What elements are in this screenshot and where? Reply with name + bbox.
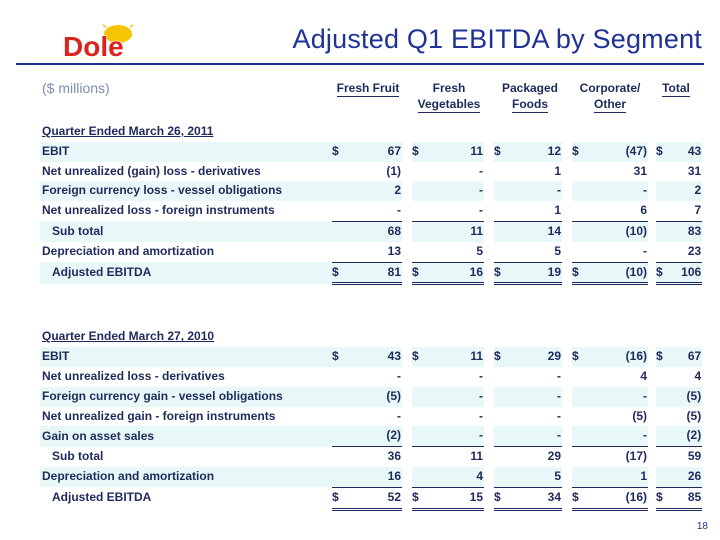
- currency-symbol: [572, 426, 584, 446]
- column-gap: [402, 221, 412, 241]
- currency-symbol: $: [332, 487, 344, 509]
- currency-symbol: [494, 387, 506, 407]
- value-cell: (2): [668, 426, 702, 446]
- column-gap: [648, 467, 656, 487]
- value-cell: 29: [506, 447, 562, 467]
- column-gap: [484, 201, 494, 221]
- table-row: [40, 347, 702, 367]
- value-cell: 15: [424, 487, 484, 509]
- currency-symbol: [572, 447, 584, 467]
- currency-symbol: [332, 447, 344, 467]
- currency-symbol: [332, 181, 344, 201]
- column-gap: [648, 347, 656, 367]
- value-cell: (47): [584, 142, 648, 162]
- column-header-packaged-foods: Packaged Foods: [501, 81, 559, 111]
- currency-symbol: [332, 242, 344, 262]
- value-cell: 5: [554, 243, 561, 258]
- row-label: EBIT: [40, 142, 332, 162]
- value-cell: -: [584, 387, 648, 407]
- table-row: [40, 367, 702, 387]
- currency-symbol: [332, 162, 344, 182]
- value-cell: 26: [668, 467, 702, 487]
- currency-symbol: [572, 407, 584, 427]
- table-row: [40, 447, 702, 467]
- value-cell: 1: [554, 163, 561, 178]
- currency-symbol: $: [656, 347, 668, 367]
- value-cell: 11: [424, 221, 484, 241]
- column-gap: [562, 181, 572, 201]
- value-cell: 52: [344, 487, 402, 509]
- currency-symbol: [332, 387, 344, 407]
- value-cell: 67: [668, 347, 702, 367]
- row-label: Net unrealized loss - derivatives: [42, 368, 225, 383]
- currency-symbol: $: [412, 262, 424, 284]
- table-row: [40, 242, 702, 262]
- currency-symbol: [412, 162, 424, 182]
- column-gap: [484, 447, 494, 467]
- section-heading-row: [40, 327, 702, 347]
- value-cell: 5: [476, 243, 483, 258]
- value-cell: (5): [686, 408, 702, 423]
- row-label: Net unrealized loss - foreign instruments: [42, 203, 275, 218]
- column-gap: [402, 262, 412, 284]
- currency-symbol: [656, 181, 668, 201]
- currency-symbol: $: [572, 347, 584, 367]
- column-gap: [484, 347, 494, 367]
- value-cell: -: [506, 181, 562, 201]
- column-gap: [402, 467, 412, 487]
- value-cell: (5): [344, 387, 402, 407]
- value-cell: -: [584, 426, 648, 446]
- value-cell: -: [424, 387, 484, 407]
- column-gap: [484, 142, 494, 162]
- value-cell: -: [506, 426, 562, 446]
- table-row: [40, 142, 702, 162]
- currency-symbol: [572, 387, 584, 407]
- column-gap: [562, 447, 572, 467]
- column-gap: [484, 162, 494, 182]
- currency-symbol: $: [412, 142, 424, 162]
- table-row: [40, 181, 702, 201]
- column-gap: [402, 487, 412, 509]
- column-gap: [402, 407, 412, 427]
- value-cell: (10): [584, 221, 648, 241]
- value-cell: 5: [506, 467, 562, 487]
- currency-symbol: [572, 201, 584, 221]
- column-gap: [648, 367, 656, 387]
- currency-symbol: $: [656, 142, 668, 162]
- table-row: [40, 407, 702, 427]
- value-cell: (17): [584, 447, 648, 467]
- section-spacer: [40, 284, 702, 328]
- column-gap: [484, 181, 494, 201]
- value-cell: 31: [687, 163, 702, 178]
- row-label: Depreciation and amortization: [40, 467, 332, 487]
- table-row: [40, 162, 702, 182]
- value-cell: -: [397, 408, 401, 423]
- value-cell: (10): [584, 262, 648, 284]
- currency-symbol: [656, 426, 668, 446]
- value-cell: -: [479, 408, 483, 423]
- column-gap: [648, 262, 656, 284]
- currency-symbol: [494, 181, 506, 201]
- currency-symbol: $: [332, 347, 344, 367]
- row-label: Foreign currency gain - vessel obligations: [40, 387, 332, 407]
- currency-symbol: [656, 242, 668, 262]
- currency-symbol: [412, 221, 424, 241]
- value-cell: 59: [668, 447, 702, 467]
- value-cell: 68: [344, 221, 402, 241]
- currency-symbol: [412, 242, 424, 262]
- column-gap: [484, 242, 494, 262]
- column-gap: [648, 487, 656, 509]
- currency-symbol: $: [412, 487, 424, 509]
- column-gap: [402, 242, 412, 262]
- title-divider: [16, 63, 704, 65]
- currency-symbol: [656, 221, 668, 241]
- value-cell: 4: [640, 368, 647, 383]
- currency-symbol: [572, 367, 584, 387]
- value-cell: 23: [687, 243, 702, 258]
- column-header-corporate-other: Corporate/ Other: [579, 81, 641, 111]
- value-cell: -: [557, 368, 561, 383]
- column-gap: [402, 347, 412, 367]
- page-title: Adjusted Q1 EBITDA by Segment: [292, 24, 702, 54]
- column-gap: [402, 447, 412, 467]
- value-cell: (16): [584, 347, 648, 367]
- currency-symbol: [656, 367, 668, 387]
- currency-symbol: $: [494, 487, 506, 509]
- value-cell: 2: [668, 181, 702, 201]
- value-cell: 11: [424, 347, 484, 367]
- logo-text: Dole: [63, 31, 124, 62]
- row-label: Adjusted EBITDA: [52, 490, 152, 505]
- section-heading: Quarter Ended March 26, 2011: [42, 124, 214, 138]
- column-gap: [648, 181, 656, 201]
- currency-symbol: [494, 367, 506, 387]
- ebitda-table: [40, 122, 702, 511]
- value-cell: 34: [506, 487, 562, 509]
- currency-symbol: [494, 407, 506, 427]
- table-row: [40, 262, 702, 284]
- column-gap: [484, 221, 494, 241]
- currency-symbol: [332, 201, 344, 221]
- currency-symbol: [412, 201, 424, 221]
- value-cell: -: [424, 426, 484, 446]
- value-cell: 4: [424, 467, 484, 487]
- currency-symbol: $: [332, 142, 344, 162]
- currency-symbol: [412, 426, 424, 446]
- value-cell: 19: [506, 262, 562, 284]
- section-heading-row: [40, 122, 702, 142]
- section-heading: Quarter Ended March 27, 2010: [42, 329, 215, 344]
- row-label: Net unrealized (gain) loss - derivatives: [42, 163, 261, 178]
- value-cell: -: [479, 203, 483, 218]
- currency-symbol: [494, 447, 506, 467]
- currency-symbol: [412, 367, 424, 387]
- currency-symbol: [656, 467, 668, 487]
- column-gap: [562, 487, 572, 509]
- currency-symbol: [332, 426, 344, 446]
- currency-symbol: [412, 447, 424, 467]
- row-label: Sub total: [40, 221, 332, 241]
- currency-symbol: [572, 242, 584, 262]
- value-cell: 16: [424, 262, 484, 284]
- currency-symbol: [572, 467, 584, 487]
- column-gap: [648, 221, 656, 241]
- row-label: Foreign currency loss - vessel obligations: [40, 181, 332, 201]
- column-gap: [648, 242, 656, 262]
- value-cell: 43: [344, 347, 402, 367]
- column-gap: [648, 142, 656, 162]
- value-cell: 85: [668, 487, 702, 509]
- dole-logo: [60, 24, 134, 64]
- value-cell: 12: [506, 142, 562, 162]
- row-label: Sub total: [52, 448, 104, 463]
- currency-symbol: [494, 467, 506, 487]
- column-gap: [402, 367, 412, 387]
- column-gap: [562, 387, 572, 407]
- column-gap: [402, 201, 412, 221]
- column-gap: [402, 181, 412, 201]
- currency-symbol: [656, 387, 668, 407]
- column-gap: [562, 407, 572, 427]
- column-gap: [484, 467, 494, 487]
- row-label: EBIT: [40, 347, 332, 367]
- currency-symbol: [332, 221, 344, 241]
- currency-symbol: $: [572, 142, 584, 162]
- currency-symbol: [332, 467, 344, 487]
- currency-symbol: $: [656, 262, 668, 284]
- value-cell: (1): [386, 163, 401, 178]
- value-cell: 36: [344, 447, 402, 467]
- currency-symbol: [412, 387, 424, 407]
- currency-symbol: [494, 221, 506, 241]
- value-cell: 6: [640, 203, 647, 218]
- currency-symbol: [494, 201, 506, 221]
- value-cell: 43: [668, 142, 702, 162]
- table-row: [40, 387, 702, 407]
- value-cell: 7: [694, 203, 702, 218]
- value-cell: 4: [694, 368, 702, 383]
- value-cell: 83: [668, 221, 702, 241]
- column-gap: [562, 262, 572, 284]
- value-cell: 11: [424, 447, 484, 467]
- column-gap: [562, 162, 572, 182]
- value-cell: -: [479, 368, 483, 383]
- column-gap: [648, 162, 656, 182]
- value-cell: -: [479, 163, 483, 178]
- currency-symbol: $: [572, 262, 584, 284]
- column-gap: [648, 426, 656, 446]
- currency-symbol: [656, 447, 668, 467]
- column-header-total: Total: [662, 81, 690, 95]
- column-gap: [562, 426, 572, 446]
- value-cell: 31: [633, 163, 647, 178]
- column-gap: [402, 162, 412, 182]
- page-number: 18: [696, 521, 708, 532]
- currency-symbol: [412, 467, 424, 487]
- row-label: Gain on asset sales: [40, 426, 332, 446]
- value-cell: -: [557, 408, 561, 423]
- currency-symbol: $: [572, 487, 584, 509]
- value-cell: 16: [344, 467, 402, 487]
- column-gap: [402, 142, 412, 162]
- currency-symbol: $: [494, 347, 506, 367]
- currency-symbol: [656, 407, 668, 427]
- column-gap: [402, 387, 412, 407]
- currency-symbol: [572, 162, 584, 182]
- currency-symbol: [332, 367, 344, 387]
- column-gap: [484, 387, 494, 407]
- value-cell: -: [584, 181, 648, 201]
- value-cell: 14: [506, 221, 562, 241]
- table-row: [40, 467, 702, 487]
- value-cell: (16): [584, 487, 648, 509]
- currency-symbol: [494, 242, 506, 262]
- column-gap: [484, 407, 494, 427]
- value-cell: -: [397, 368, 401, 383]
- column-gap: [484, 487, 494, 509]
- column-gap: [562, 347, 572, 367]
- currency-symbol: $: [332, 262, 344, 284]
- currency-symbol: [572, 181, 584, 201]
- table-row: [40, 426, 702, 446]
- column-gap: [562, 142, 572, 162]
- currency-symbol: [332, 407, 344, 427]
- column-gap: [648, 447, 656, 467]
- column-gap: [562, 367, 572, 387]
- value-cell: (2): [344, 426, 402, 446]
- table-row: [40, 221, 702, 241]
- row-label: Net unrealized gain - foreign instruments: [42, 408, 276, 423]
- column-gap: [562, 221, 572, 241]
- column-gap: [562, 242, 572, 262]
- column-header-fresh-vegetables: Fresh Vegetables: [417, 81, 481, 111]
- column-gap: [648, 407, 656, 427]
- row-label: Depreciation and amortization: [42, 244, 215, 259]
- column-gap: [484, 426, 494, 446]
- column-gap: [484, 262, 494, 284]
- value-cell: 11: [424, 142, 484, 162]
- column-gap: [484, 367, 494, 387]
- currency-symbol: [494, 426, 506, 446]
- currency-symbol: [494, 162, 506, 182]
- value-cell: (5): [668, 387, 702, 407]
- row-label: Adjusted EBITDA: [40, 262, 332, 284]
- value-cell: -: [506, 387, 562, 407]
- column-header-fresh-fruit: Fresh Fruit: [336, 81, 400, 95]
- value-cell: (5): [632, 408, 647, 423]
- currency-symbol: $: [412, 347, 424, 367]
- value-cell: 13: [387, 243, 401, 258]
- currency-symbol: [412, 181, 424, 201]
- units-label: ($ millions): [42, 80, 110, 96]
- value-cell: -: [424, 181, 484, 201]
- currency-symbol: [412, 407, 424, 427]
- value-cell: -: [397, 203, 401, 218]
- currency-symbol: $: [494, 142, 506, 162]
- value-cell: 81: [344, 262, 402, 284]
- value-cell: 67: [344, 142, 402, 162]
- currency-symbol: $: [656, 487, 668, 509]
- currency-symbol: [572, 221, 584, 241]
- value-cell: 106: [668, 262, 702, 284]
- column-gap: [562, 467, 572, 487]
- column-gap: [402, 426, 412, 446]
- value-cell: 2: [344, 181, 402, 201]
- table-row: [40, 201, 702, 221]
- currency-symbol: $: [494, 262, 506, 284]
- column-gap: [648, 201, 656, 221]
- table-row: [40, 487, 702, 509]
- value-cell: 1: [554, 203, 561, 218]
- currency-symbol: [656, 162, 668, 182]
- value-cell: 1: [584, 467, 648, 487]
- value-cell: -: [643, 243, 647, 258]
- value-cell: 29: [506, 347, 562, 367]
- currency-symbol: [656, 201, 668, 221]
- column-gap: [562, 201, 572, 221]
- column-gap: [648, 387, 656, 407]
